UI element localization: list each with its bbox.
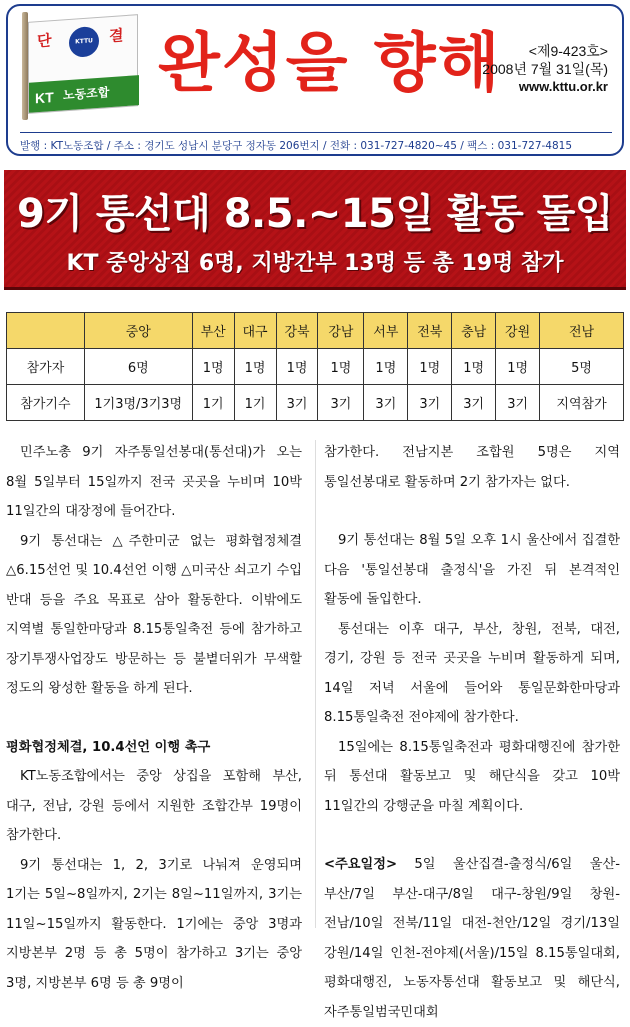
table-row (7, 385, 624, 421)
headline-main: 9기 통선대 8.5.~15일 활동 돌입 (16, 191, 614, 237)
table-cell: 3기 (408, 385, 452, 421)
schedule-text: 5일 울산집결-출정식/6일 울산-부산/7일 부산-대구/8일 대구-창원/9일 창원-전남/10일 전북/11일 대전-천안/12일 경기/13일 강원/14일 인천-전야제(서울)/15일 8.15통일대회, 평화대행진, 노동자통선대 활동보고 및 해단식, 자주통일범국민대회 (324, 857, 620, 1020)
article-column-left (6, 438, 302, 991)
flag-char-right: 결 (109, 26, 124, 46)
table-header-cell: 전남 (540, 313, 624, 349)
flag-char-left: 단 (37, 31, 52, 51)
table-cell: 1명 (318, 349, 364, 385)
paragraph-gap (324, 497, 620, 526)
table-cell: 1명 (276, 349, 318, 385)
issue-number: <제9-423호> (528, 43, 608, 59)
table-header-cell: 서부 (364, 313, 408, 349)
publisher-info: 발행 : KT노동조합 / 주소 : 경기도 성남시 분당구 정자동 206번지 / 전화 : 031-727-4820~45 / 팩스 : 031-727-4815 (20, 132, 612, 153)
table-cell: 3기 (452, 385, 496, 421)
table-header-cell: 강남 (318, 313, 364, 349)
flag-cloth (28, 14, 138, 114)
article-paragraph: 15일에는 8.15통일축전과 평화대행진에 참가한 뒤 통선대 활동보고 및 해단식을 갖고 10박 11일간의 강행군을 마칠 계획이다. (324, 739, 620, 814)
table-header-cell: 강북 (276, 313, 318, 349)
table-cell: 참가기수 (7, 385, 85, 421)
article-paragraph: 참가한다. 전남지본 조합원 5명은 지역 통일선봉대로 활동하며 2기 참가자는 없다. (324, 445, 620, 490)
article-paragraph: 9기 통선대는 8월 5일 오후 1시 울산에서 집결한 다음 '통일선봉대 출정식'을 가진 뒤 본격적인 활동에 돌입한다. (324, 533, 620, 607)
union-flag-logo (18, 12, 138, 120)
table-header-row (7, 313, 624, 349)
article-paragraph: 민주노총 9기 자주통일선봉대(통선대)가 오는 8월 5일부터 15일까지 전국 곳곳을 누비며 10박 11일간의 대장정에 들어간다. (6, 445, 302, 519)
article-paragraph: 9기 통선대는 1, 2, 3기로 나눠져 운영되며 1기는 5일~8일까지, 2기는 8일~11일까지, 3기는 11일~15일까지 활동한다. 1기에는 중앙 3명과 지방본부 2명 등 총 5명이 참가하고 3기는 중앙 3명, 지방본부 6명 등 총 9명이 (6, 857, 302, 991)
table-cell: 참가자 (7, 349, 85, 385)
table-cell: 3기 (276, 385, 318, 421)
article-paragraph: KT노동조합에서는 중앙 상집을 포함해 부산, 대구, 전남, 강원 등에서 지원한 조합간부 19명이 참가한다. (6, 769, 302, 843)
table-header-cell: 부산 (192, 313, 234, 349)
headline-banner (4, 170, 626, 290)
kttu-emblem-icon: KTTU (69, 26, 99, 58)
article-subhead: 평화협정체결, 10.4선언 이행 촉구 (6, 739, 211, 755)
paragraph-gap (6, 704, 302, 733)
schedule-label: <주요일정> (324, 857, 398, 872)
issue-info (482, 42, 608, 96)
schedule-paragraph (324, 850, 620, 1027)
table-cell: 1기 (192, 385, 234, 421)
table-cell: 3기 (364, 385, 408, 421)
table-cell: 3기 (496, 385, 540, 421)
table-cell: 5명 (540, 349, 624, 385)
table-cell: 1기 (234, 385, 276, 421)
website-link[interactable]: www.kttu.or.kr (518, 79, 608, 94)
table-cell: 1명 (452, 349, 496, 385)
table-header-cell: 중앙 (84, 313, 192, 349)
participants-table (6, 312, 624, 421)
table-cell: 지역참가 (540, 385, 624, 421)
headline-sub: KT 중앙상집 6명, 지방간부 13명 등 총 19명 참가 (66, 251, 564, 276)
issue-date: 2008년 7월 31일(목) (482, 61, 608, 77)
column-divider (315, 440, 316, 928)
article-paragraph: 통선대는 이후 대구, 부산, 창원, 전북, 대전, 경기, 강원 등 전국 곳곳을 누비며 활동하게 되며, 14일 저녁 서울에 들어와 통일문화한마당과 8.15통일축전 전야제에 참가한다. (324, 621, 620, 725)
newsletter-title: 완성을 향해 (158, 27, 502, 101)
table-header-cell: 대구 (234, 313, 276, 349)
flag-green-band (29, 75, 139, 113)
article-column-right (324, 438, 620, 1020)
table-cell: 1명 (408, 349, 452, 385)
table-cell: 3기 (318, 385, 364, 421)
article-paragraph: 9기 통선대는 △주한미군 없는 평화협정체결 △6.15선언 및 10.4선언 이행 △미국산 쇠고기 수입 반대 등을 주요 목표로 삼아 활동한다. 이밖에도 지역별 통일한마당과 8.15통일축전 등에 참가하고 장기투쟁사업장도 방문하는 등 불볕더위가 무색할 정도의 왕성한 활동을 하게 된다. (6, 533, 302, 696)
table-cell: 1기3명/3기3명 (84, 385, 192, 421)
table-header-cell: 강원 (496, 313, 540, 349)
table-header-cell: 충남 (452, 313, 496, 349)
table-cell: 1명 (496, 349, 540, 385)
table-row (7, 349, 624, 385)
table-cell: 1명 (234, 349, 276, 385)
table-header-cell: 전북 (408, 313, 452, 349)
table-header-cell (7, 313, 85, 349)
masthead (6, 4, 624, 156)
table-cell: 1명 (364, 349, 408, 385)
table-cell: 1명 (192, 349, 234, 385)
table-cell: 6명 (84, 349, 192, 385)
flag-union-text: 노동조합 (63, 85, 110, 103)
flag-kt-text: KT (35, 89, 54, 107)
paragraph-gap (324, 821, 620, 850)
